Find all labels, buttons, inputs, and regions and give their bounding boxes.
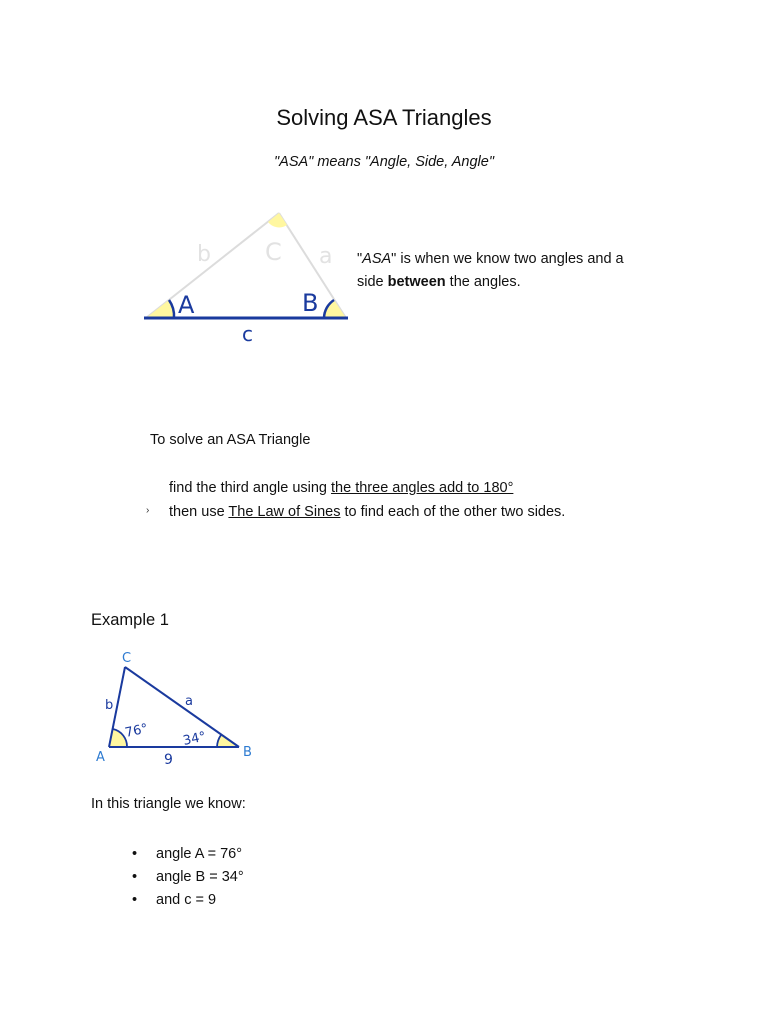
example-triangle-diagram (92, 645, 267, 770)
known-facts-list (132, 843, 244, 912)
asa-triangle-diagram (138, 205, 353, 350)
step-2 (169, 504, 565, 520)
example-side-c-label: 9 (164, 752, 173, 768)
angles-sum-link[interactable]: the three angles add to 180° (331, 480, 514, 496)
step-2-prefix: then use (169, 504, 229, 520)
steps-heading: To solve an ASA Triangle (150, 432, 311, 448)
step-2-suffix: to find each of the other two sides. (340, 504, 566, 520)
example-vertex-b-label: B (243, 745, 252, 760)
between-term: between (387, 274, 446, 290)
fact-text: angle A = 76° (156, 846, 243, 862)
step-1-text: find the third angle using (169, 480, 332, 496)
side-a-label: a (319, 244, 333, 269)
list-item (132, 866, 244, 889)
vertex-a-label: A (178, 291, 195, 319)
vertex-c-label: C (265, 238, 282, 266)
list-item (132, 889, 244, 912)
side-b-label: b (197, 242, 211, 267)
quote-open: " (357, 251, 363, 267)
example-angle-b-label: 34° (181, 729, 208, 749)
example-heading: Example 1 (91, 611, 169, 629)
fact-text: angle B = 34° (156, 869, 244, 885)
bullet-icon: • (132, 846, 138, 862)
law-of-sines-link[interactable]: The Law of Sines (228, 504, 341, 520)
bullet-icon: • (132, 892, 138, 908)
page-subtitle: "ASA" means "Angle, Side, Angle" (274, 154, 494, 170)
step-2-marker: › (146, 505, 150, 516)
example-side-a-label: a (185, 694, 193, 709)
side-c-label: c (242, 322, 253, 346)
asa-description (357, 248, 647, 294)
list-item (132, 843, 244, 866)
page-title: Solving ASA Triangles (276, 105, 492, 130)
description-text-2: the angles. (445, 274, 521, 290)
example-vertex-c-label: C (122, 651, 132, 666)
example-intro: In this triangle we know: (91, 796, 246, 812)
vertex-b-label: B (302, 289, 319, 317)
bullet-icon: • (132, 869, 138, 885)
side-b-line (146, 213, 279, 318)
example-angle-a-label: 76° (123, 721, 150, 741)
example-side-b-label: b (105, 698, 114, 713)
example-vertex-a-label: A (96, 750, 105, 765)
description-text-1: " is when we know two angles and a side (357, 251, 624, 290)
step-1 (169, 480, 513, 496)
fact-text: and c = 9 (156, 892, 217, 908)
asa-term: ASA (362, 251, 392, 267)
